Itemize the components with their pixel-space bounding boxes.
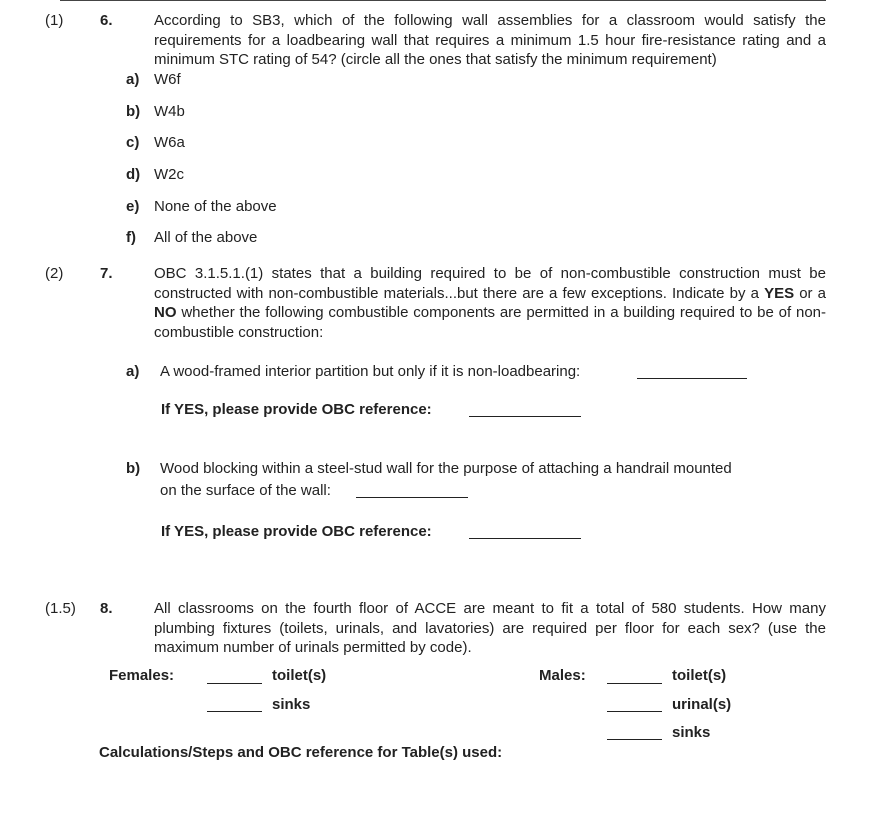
q7b-reference-label: If YES, please provide OBC reference: — [161, 523, 432, 540]
q7-points: (2) — [45, 265, 64, 282]
option-letter: c) — [126, 134, 140, 151]
q8-number: 8. — [100, 600, 113, 617]
q7a-answer-blank[interactable] — [637, 378, 747, 379]
yes-keyword: YES — [764, 284, 795, 302]
option-letter: d) — [126, 166, 141, 183]
calculations-label: Calculations/Steps and OBC reference for Table(s) used: — [99, 744, 503, 761]
males-toilets-blank[interactable] — [607, 683, 662, 684]
option-text: W6a — [154, 134, 185, 151]
option-letter: f) — [126, 229, 136, 246]
females-label: Females: — [109, 667, 175, 684]
q7a-letter: a) — [126, 363, 140, 380]
q7a-text: A wood-framed interior partition but only if it is non-loadbearing: — [160, 363, 581, 380]
q7-number: 7. — [100, 265, 113, 282]
q7-text-or: or a — [794, 284, 826, 302]
q7b-letter: b) — [126, 460, 141, 477]
q7b-text-line1: Wood blocking within a steel-stud wall for the purpose of attaching a handrail mounted — [160, 460, 732, 477]
q7a-reference-blank[interactable] — [469, 416, 581, 417]
option-text: W6f — [154, 71, 181, 88]
option-text: W2c — [154, 166, 184, 183]
option-letter: b) — [126, 103, 141, 120]
q7b-answer-blank[interactable] — [356, 497, 468, 498]
option-text: W4b — [154, 103, 185, 120]
q7b-reference-blank[interactable] — [469, 538, 581, 539]
females-sinks-blank[interactable] — [207, 711, 262, 712]
females-toilets-blank[interactable] — [207, 683, 262, 684]
q8-question-text: All classrooms on the fourth floor of ACCE are meant to fit a total of 580 students. How many plumbing fixtures (toilets, urinals, and lavatories) are required per floor for each sex? (use the maximum number of urinals permitted by code). — [154, 600, 826, 656]
q7-text-part1: OBC 3.1.5.1.(1) states that a building required to be of non-combustible construction must be constructed with non-combustible materials...but there are a few exceptions. Indicate by a — [154, 265, 826, 302]
males-label: Males: — [539, 667, 586, 684]
q7b-text-line2: on the surface of the wall: — [160, 482, 331, 499]
q7-text-part2: whether the following combustible components are permitted in a building required to be of non-combustible construction: — [154, 304, 826, 341]
q6-points: (1) — [45, 12, 64, 29]
females-toilets-label: toilet(s) — [272, 667, 327, 684]
option-letter: e) — [126, 198, 140, 215]
males-sinks-label: sinks — [672, 724, 711, 741]
males-sinks-blank[interactable] — [607, 739, 662, 740]
no-keyword: NO — [154, 304, 177, 321]
option-letter: a) — [126, 71, 140, 88]
q8-points: (1.5) — [45, 600, 76, 617]
q7-question-text — [154, 264, 826, 342]
q6-question-text: According to SB3, which of the following wall assemblies for a classroom would satisfy the requirements for a loadbearing wall that requires a minimum 1.5 hour fire-resistance rating and a minimum STC rating of 54? (circle all the ones that satisfy the minimum requirement) — [154, 12, 826, 68]
males-toilets-label: toilet(s) — [672, 667, 727, 684]
q6-number: 6. — [100, 12, 113, 29]
q7a-reference-label: If YES, please provide OBC reference: — [161, 401, 432, 418]
top-rule — [60, 0, 826, 1]
females-sinks-label: sinks — [272, 696, 311, 713]
option-text: All of the above — [154, 229, 258, 246]
males-urinals-label: urinal(s) — [672, 696, 732, 713]
option-text: None of the above — [154, 198, 277, 215]
males-urinals-blank[interactable] — [607, 711, 662, 712]
